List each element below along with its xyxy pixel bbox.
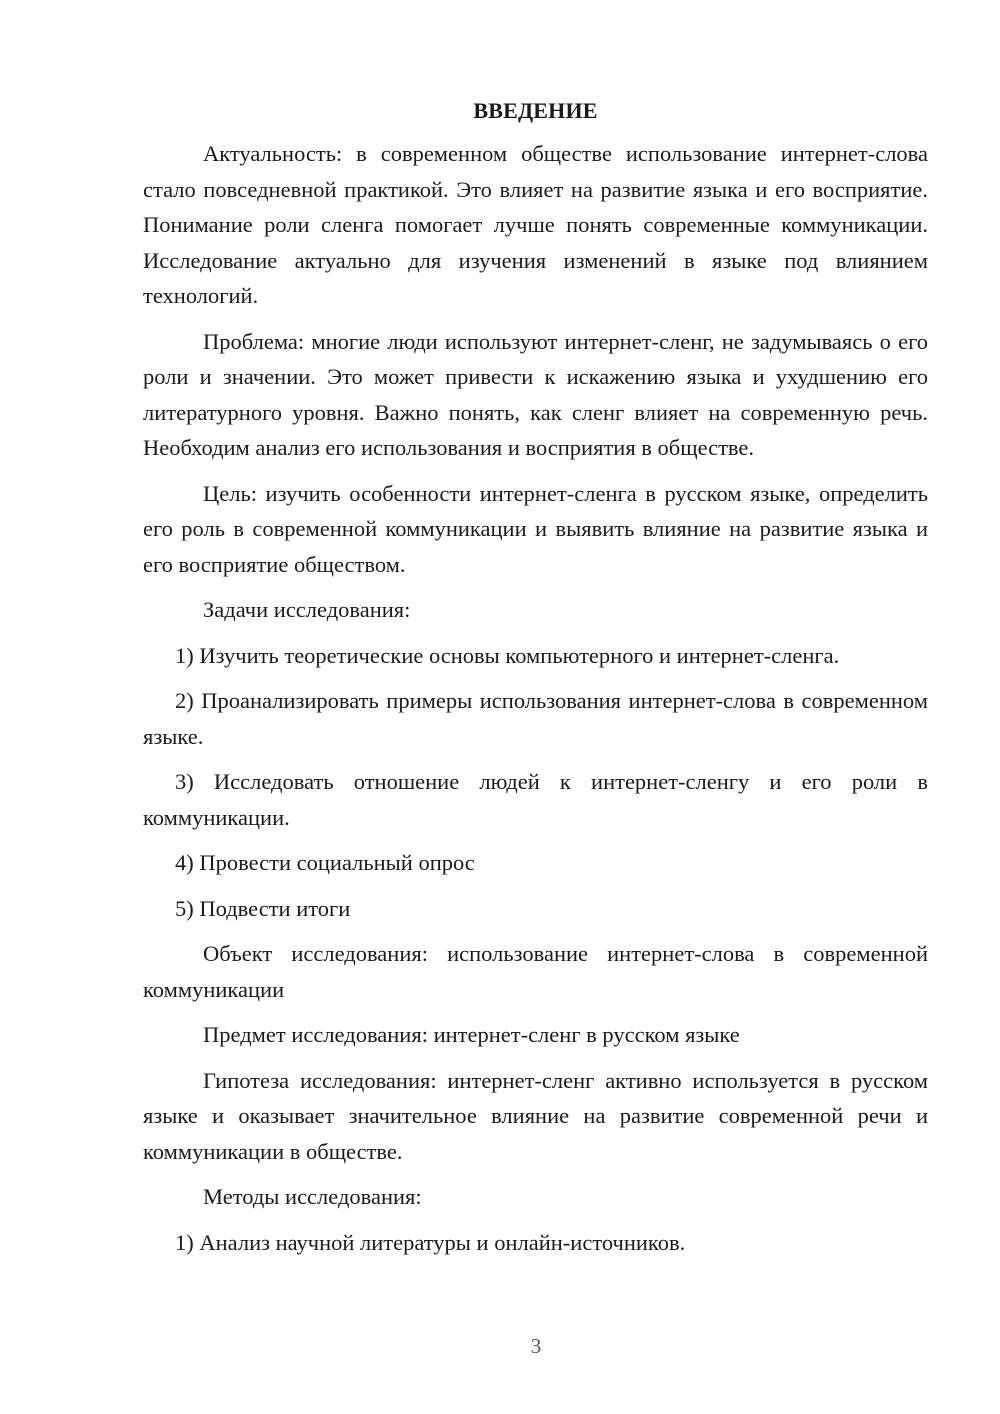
paragraph-subject: Предмет исследования: интернет-сленг в русском языке [203,1022,740,1047]
method-item-1: 1) Анализ научной литературы и онлайн-источников. [175,1229,686,1255]
task-item-1: 1) Изучить теоретические основы компьютерного и интернет-сленга. [175,642,840,668]
task-item-2: 2) Проанализировать примеры использования интернет-слова в современном языке. [143,688,928,749]
task-item-3: 3) Исследовать отношение людей к интернет-сленгу и его роли в коммуникации. [143,769,928,830]
paragraph-relevance: Актуальность: в современном обществе использование интернет-слова стало повседневной практикой. Это влияет на развитие языка и его восприятие. Понимание роли сленга помогает лучше понять современные коммуникации. Исследование актуально для изучения изменений в языке под влиянием технологий. [143,141,928,308]
page-body [143,95,928,1270]
task-item-4: 4) Провести социальный опрос [175,850,475,875]
task-item-5: 5) Подвести итоги [175,895,351,921]
section-heading: ВВЕДЕНИЕ [473,98,598,123]
paragraph-hypothesis: Гипотеза исследования: интернет-сленг активно используется в русском языке и оказывает значительное влияние на развитие современной речи и коммуникации в обществе. [143,1067,928,1164]
paragraph-object: Объект исследования: использование интернет-слова в современной коммуникации [143,941,928,1002]
paragraph-tasks-heading: Задачи исследования: [203,597,411,622]
page-number: 3 [530,1334,542,1358]
paragraph-methods-heading: Методы исследования: [203,1184,422,1209]
paragraph-goal: Цель: изучить особенности интернет-сленга в русском языке, определить его роль в современной коммуникации и выявить влияние на развитие языка и его восприятие обществом. [143,480,928,577]
paragraph-problem: Проблема: многие люди используют интернет-сленг, не задумываясь о его роли и значении. Это может привести к искажению языка и ухудшению его литературного уровня. Важно понять, как сленг влияет на современную речь. Необходим анализ его использования и восприятия в обществе. [143,328,928,460]
